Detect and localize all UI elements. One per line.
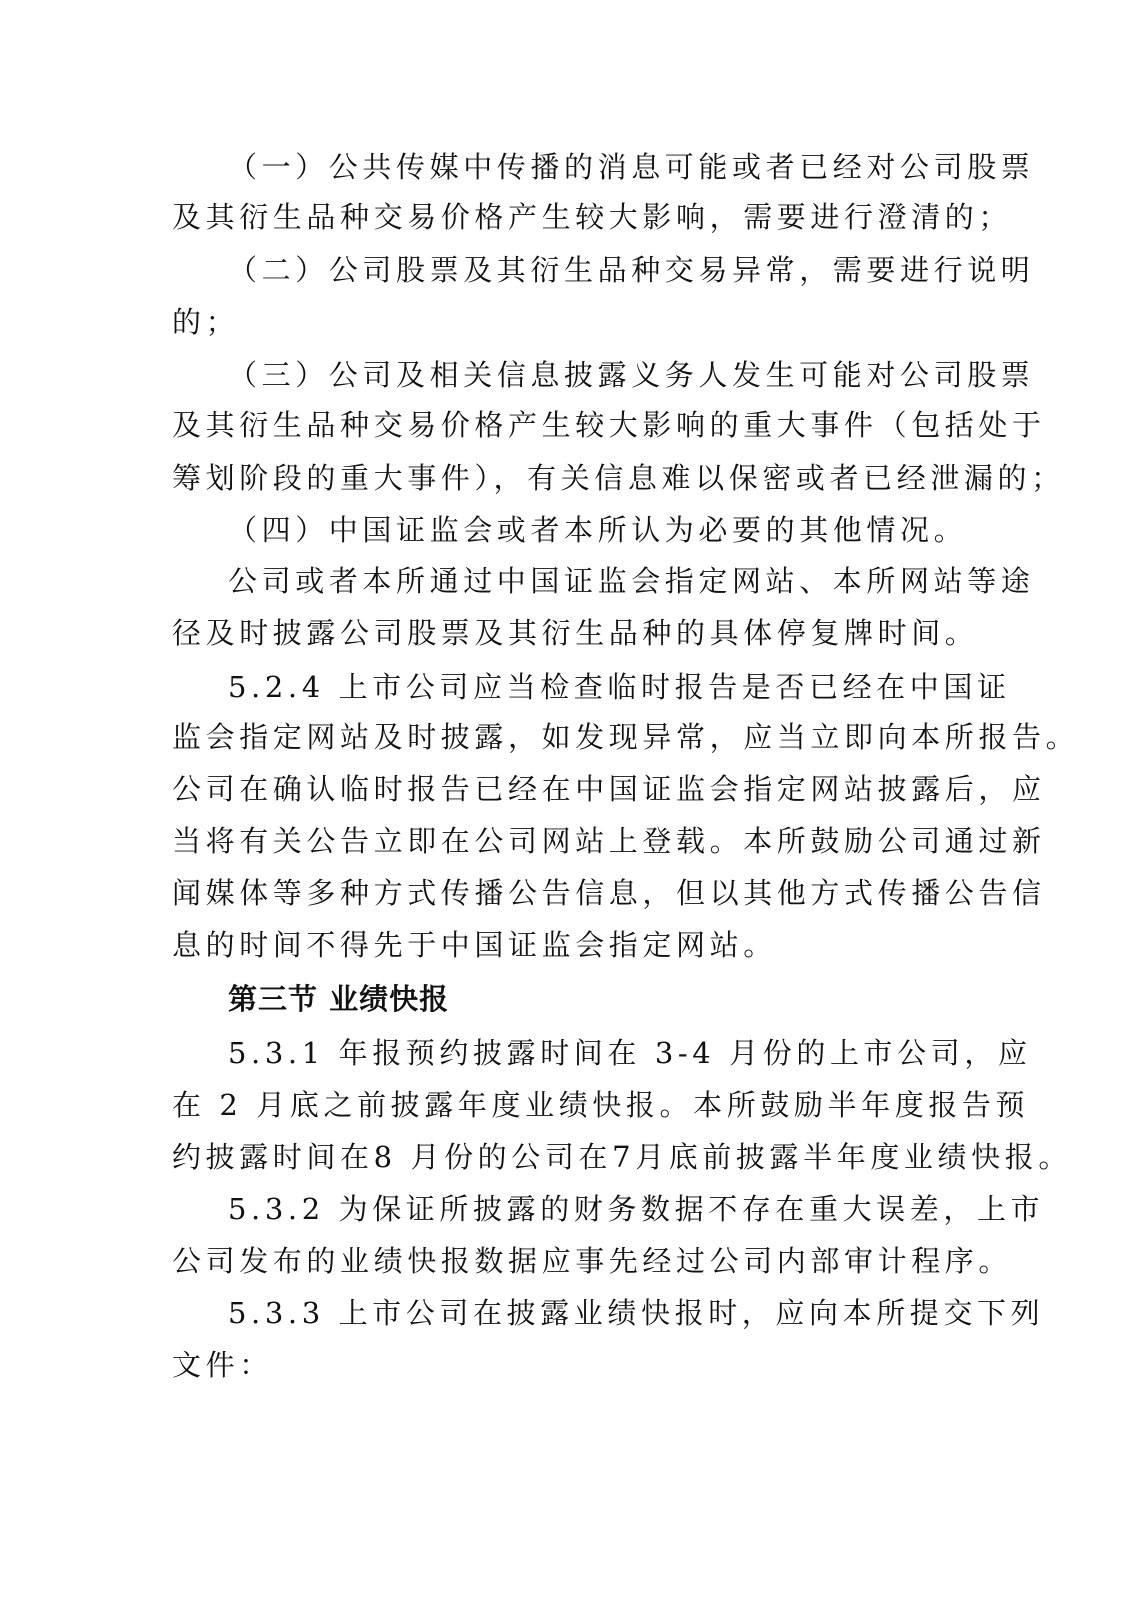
article-5-3-3-line-1: 5.3.3 上市公司在披露业绩快报时，应向本所提交下列	[228, 1296, 1045, 1330]
article-5-2-4-line-3: 公司在确认临时报告已经在中国证监会指定网站披露后，应	[172, 772, 1046, 806]
item-1-line-1: （一）公共传媒中传播的消息可能或者已经对公司股票	[228, 150, 1035, 184]
item-4-line-1: （四）中国证监会或者本所认为必要的其他情况。	[228, 513, 968, 547]
disclosure-time-line-2: 径及时披露公司股票及其衍生品种的具体停复牌时间。	[172, 616, 979, 650]
section-heading: 第三节 业绩快报	[228, 982, 450, 1016]
article-5-3-1-line-3: 约披露时间在8 月份的公司在7月底前披露半年度业绩快报。	[172, 1140, 1072, 1174]
article-5-3-1-line-2: 在 2 月底之前披露年度业绩快报。本所鼓励半年度报告预	[172, 1088, 1030, 1122]
article-5-2-4-line-1: 5.2.4 上市公司应当检查临时报告是否已经在中国证	[228, 670, 1011, 704]
article-5-3-1-line-1: 5.3.1 年报预约披露时间在 3-4 月份的上市公司，应	[228, 1036, 1032, 1070]
article-5-3-2-line-1: 5.3.2 为保证所披露的财务数据不存在重大误差，上市	[228, 1192, 1045, 1226]
item-2-line-1: （二）公司股票及其衍生品种交易异常，需要进行说明	[228, 253, 1035, 287]
article-5-2-4-line-5: 闻媒体等多种方式传播公告信息，但以其他方式传播公告信	[172, 876, 1046, 910]
article-5-2-4-line-2: 监会指定网站及时披露，如发现异常，应当立即向本所报告。	[172, 720, 1080, 754]
item-3-line-1: （三）公司及相关信息披露义务人发生可能对公司股票	[228, 358, 1035, 392]
article-5-3-2-line-2: 公司发布的业绩快报数据应事先经过公司内部审计程序。	[172, 1244, 1013, 1278]
article-5-3-3-line-2: 文件：	[172, 1348, 273, 1382]
item-1-line-2: 及其衍生品种交易价格产生较大影响，需要进行澄清的；	[172, 200, 1013, 234]
item-2-line-2: 的；	[172, 305, 240, 339]
disclosure-time-line-1: 公司或者本所通过中国证监会指定网站、本所网站等途	[228, 564, 1035, 598]
item-3-line-3: 筹划阶段的重大事件），有关信息难以保密或者已经泄漏的；	[172, 461, 1065, 495]
article-5-2-4-line-6: 息的时间不得先于中国证监会指定网站。	[172, 928, 777, 962]
item-3-line-2: 及其衍生品种交易价格产生较大影响的重大事件（包括处于	[172, 408, 1046, 442]
article-5-2-4-line-4: 当将有关公告立即在公司网站上登载。本所鼓励公司通过新	[172, 824, 1046, 858]
